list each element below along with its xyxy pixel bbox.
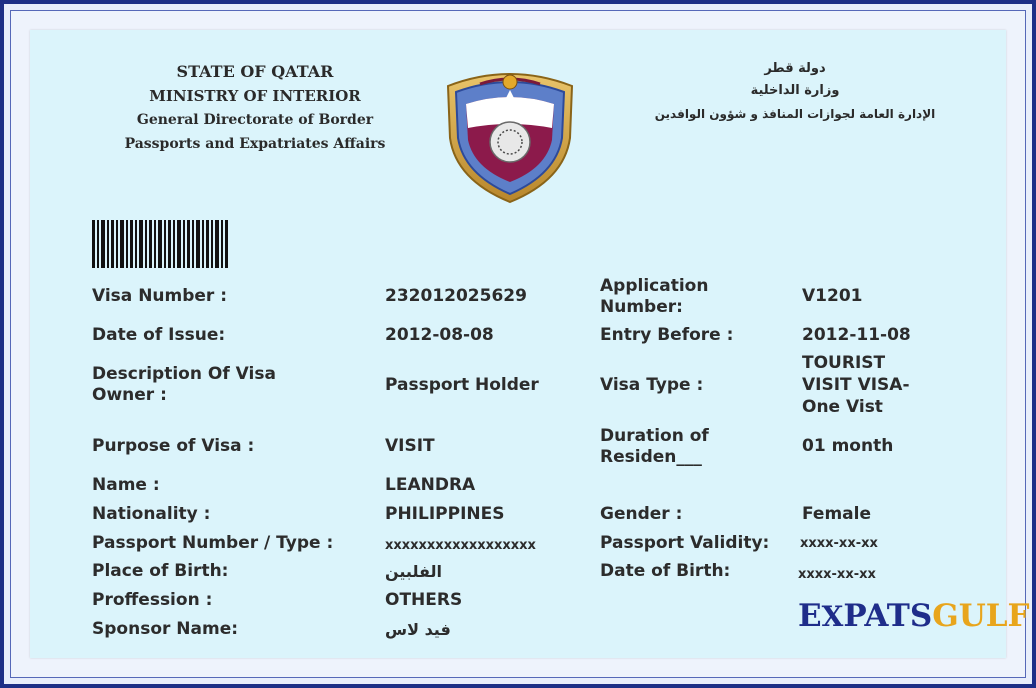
name-value: LEANDRA	[385, 475, 476, 495]
nationality-label: Nationality :	[92, 504, 211, 524]
entry-before-value: 2012-11-08	[802, 325, 911, 345]
application-number-label-1: Application	[600, 276, 709, 296]
application-number-label-2: Number:	[600, 297, 683, 317]
watermark-gulf: GULF	[932, 598, 1030, 634]
place-of-birth-value: الفلبين	[385, 562, 442, 581]
watermark-x: X	[821, 600, 844, 633]
nationality-value: PHILIPPINES	[385, 504, 505, 524]
duration-label-2: Residen___	[600, 447, 702, 467]
header-line-affairs: Passports and Expatriates Affairs	[124, 136, 386, 152]
visa-type-value-2: VISIT VISA-	[802, 375, 910, 395]
sponsor-value: فيد لاس	[385, 620, 451, 639]
header-arabic-directorate: الإدارة العامة لجوازات المنافذ و شؤون الوافدين	[654, 107, 936, 121]
header-line-ministry: MINISTRY OF INTERIOR	[149, 87, 361, 105]
header-arabic	[630, 58, 960, 126]
watermark-pats: PATS	[843, 598, 933, 634]
watermark-e: E	[798, 598, 822, 634]
profession-label: Proffession :	[92, 590, 213, 610]
barcode-icon	[92, 220, 228, 268]
header-arabic-ministry: وزارة الداخلية	[750, 83, 840, 98]
gender-value: Female	[802, 504, 871, 524]
passport-validity-value: xxxx-xx-xx	[800, 536, 878, 551]
visa-number-value: 232012025629	[385, 286, 527, 306]
date-of-birth-label: Date of Birth:	[600, 561, 731, 581]
visa-number-label: Visa Number :	[92, 286, 228, 306]
date-of-issue-value: 2012-08-08	[385, 325, 494, 345]
visa-type-value-1: TOURIST	[802, 353, 886, 373]
header-line-state: STATE OF QATAR	[176, 62, 334, 81]
name-label: Name :	[92, 475, 160, 495]
description-label-2: Owner :	[92, 385, 167, 405]
passport-number-value: xxxxxxxxxxxxxxxxxx	[385, 538, 536, 553]
duration-label-1: Duration of	[600, 426, 709, 446]
expatsgulf-watermark	[798, 598, 1030, 634]
date-of-birth-value: xxxx-xx-xx	[798, 567, 876, 582]
sponsor-label: Sponsor Name:	[92, 619, 239, 639]
application-number-value: V1201	[802, 286, 863, 306]
header-arabic-state: دولة قطر	[764, 61, 826, 76]
visa-card	[30, 30, 1030, 658]
visa-type-label: Visa Type :	[600, 375, 704, 395]
entry-before-label: Entry Before :	[600, 325, 734, 345]
profession-value: OTHERS	[385, 590, 463, 610]
purpose-value: VISIT	[385, 436, 435, 456]
passport-validity-label: Passport Validity:	[600, 533, 770, 553]
date-of-issue-label: Date of Issue:	[92, 325, 226, 345]
description-label-1: Description Of Visa	[92, 364, 276, 384]
purpose-label: Purpose of Visa :	[92, 436, 255, 456]
ministry-emblem-icon	[440, 68, 580, 204]
description-value: Passport Holder	[385, 375, 539, 395]
gender-label: Gender :	[600, 504, 683, 524]
duration-value: 01 month	[802, 436, 894, 456]
visa-type-value-3: One Vist	[802, 397, 883, 417]
passport-number-label: Passport Number / Type :	[92, 533, 334, 553]
header-english	[90, 60, 420, 156]
place-of-birth-label: Place of Birth:	[92, 561, 229, 581]
header-line-directorate: General Directorate of Border	[136, 112, 374, 128]
